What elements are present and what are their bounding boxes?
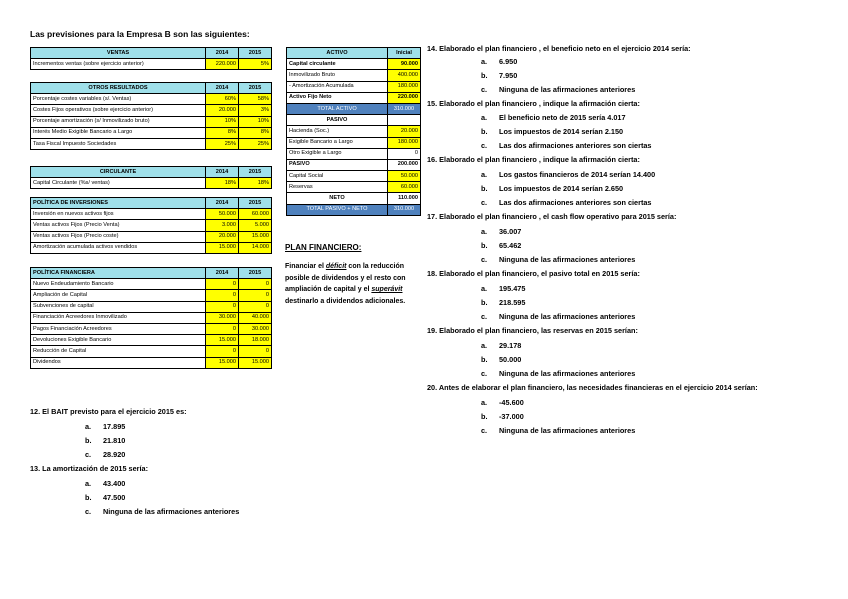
table-row: Porcentaje costes variables (s/. Ventas) 60% 58% [31, 94, 272, 105]
financiera-table: POLÍTICA FINANCIERA 2014 2015 Nuevo Endeudamiento Bancario 0 0 Ampliación de Capital 0 0 Subvenciones de capital 0 0 Financiación Acreedores Inmovilizado 30.000 40.000 Pagos Financiación Acreedores 0 30.000 Devoluciones Exigible Bancario 15.000 18.000 Reducción de Capital 0 0 Dividendos 15.000 15.000 [30, 267, 272, 369]
table-row: Nuevo Endeudamiento Bancario 0 0 [31, 279, 272, 290]
option: a. Los gastos financieros de 2014 serían 14.400 [481, 170, 656, 179]
option: b. 50.000 [481, 355, 522, 364]
total-activo-row: TOTAL ACTIVO 310.000 [287, 103, 421, 114]
question-17: 17. Elaborado el plan financiero , el cash flow operativo para 2015 sería: [427, 212, 677, 221]
option: c. 28.920 [85, 450, 126, 459]
table-row: Amortización acumulada activos vendidos 15.000 14.000 [31, 242, 272, 253]
option: c. Ninguna de las afirmaciones anteriores [481, 369, 636, 378]
table-row: Capital circulante 90.000 [287, 59, 421, 70]
option: a. 6.950 [481, 57, 518, 66]
inversiones-header: POLÍTICA DE INVERSIONES [31, 198, 206, 209]
table-row: Activo Fijo Neto 220.000 [287, 92, 421, 103]
ventas-table [30, 47, 272, 70]
table-row: Tasa Fiscal Impuesto Sociedades 25% 25% [31, 138, 272, 149]
circulante-table: CIRCULANTE 2014 2015 Capital Circulante (%s/ ventas) 18% 18% [30, 166, 272, 189]
table-row: Devoluciones Exigible Bancario 15.000 18.000 [31, 335, 272, 346]
circulante-header: CIRCULANTE [31, 167, 206, 178]
option: c. Ninguna de las afirmaciones anteriores [481, 85, 636, 94]
otros-table: OTROS RESULTADOS 2014 2015 Porcentaje costes variables (s/. Ventas) 60% 58% Costes Fijos operativos (sobre ejercicio anterior) 20.000 3% Porcentaje amortización (s/ Inmovilizado bruto) 10% 10% Interés Medio Exigible Bancario a Largo 8% 8% Tasa Fiscal Impuesto Sociedades 25% 25% [30, 82, 272, 150]
option: c. Ninguna de las afirmaciones anteriores [481, 426, 636, 435]
ventas-header-2015: 2015 [239, 48, 272, 59]
question-16: 16. Elaborado el plan financiero , indique la afirmación cierta: [427, 155, 640, 164]
option: c. Ninguna de las afirmaciones anteriores [481, 312, 636, 321]
option: c. Ninguna de las afirmaciones anteriores [481, 255, 636, 264]
table-row: Capital Circulante (%s/ ventas) 18% 18% [31, 178, 272, 189]
table-row: Interés Medio Exigible Bancario a Largo 8% 8% [31, 127, 272, 138]
table-row: Costes Fijos operativos (sobre ejercicio anterior) 20.000 3% [31, 105, 272, 116]
table-row: Pagos Financiación Acreedores 0 30.000 [31, 323, 272, 334]
table-row: Porcentaje amortización (s/ Inmovilizado bruto) 10% 10% [31, 116, 272, 127]
table-row: Hacienda (Soc.) 20.000 [287, 126, 421, 137]
option: a. 36.007 [481, 227, 522, 236]
ventas-header: VENTAS [31, 48, 206, 59]
question-18: 18. Elaborado el plan financiero, el pasivo total en 2015 sería: [427, 269, 640, 278]
option: b. Los impuestos de 2014 serían 2.150 [481, 127, 624, 136]
option: c. Ninguna de las afirmaciones anteriores [85, 507, 240, 516]
question-15: 15. Elaborado el plan financiero , indique la afirmación cierta: [427, 99, 640, 108]
option: a. 17.895 [85, 422, 126, 431]
intro-text: Las previsiones para la Empresa B son las siguientes: [30, 29, 250, 39]
plan-title: PLAN FINANCIERO: [285, 243, 362, 252]
option: b. Los impuestos de 2014 serían 2.650 [481, 184, 624, 193]
option: b. 218.595 [481, 298, 526, 307]
balance-table [286, 47, 421, 216]
table-row: Dividendos 15.000 15.000 [31, 357, 272, 368]
financiera-header: POLÍTICA FINANCIERA [31, 268, 206, 279]
option: a. 29.178 [481, 341, 522, 350]
table-row: Subvenciones de capital 0 0 [31, 301, 272, 312]
option: b. 47.500 [85, 493, 126, 502]
table-row: Exigible Bancario a Largo 180.000 [287, 137, 421, 148]
question-14: 14. Elaborado el plan financiero , el beneficio neto en el ejercicio 2014 sería: [427, 44, 691, 53]
table-row: Reducción de Capital 0 0 [31, 346, 272, 357]
question-13: 13. La amortización de 2015 sería: [30, 464, 149, 473]
table-row: Ventas activos Fijos (Precio coste) 20.000 15.000 [31, 231, 272, 242]
option: a. 43.400 [85, 479, 126, 488]
table-row: PASIVO 200.000 [287, 159, 421, 170]
option: a. El beneficio neto de 2015 sería 4.017 [481, 113, 626, 122]
table-row: - Amortización Acumulada 180.000 [287, 81, 421, 92]
option: b. -37.000 [481, 412, 524, 421]
question-12: 12. El BAIT previsto para el ejercicio 2015 es: [30, 407, 187, 416]
inversiones-table: POLÍTICA DE INVERSIONES 2014 2015 Inversión en nuevos activos fijos 50.000 60.000 Ventas activos Fijos (Precio Venta) 3.000 5.000 Ventas activos Fijos (Precio coste) 20.000 15.000 Amortización acumulada activos vendidos 15.000 14.000 [30, 197, 272, 254]
option: b. 7.950 [481, 71, 518, 80]
table-row: Ventas activos Fijos (Precio Venta) 3.000 5.000 [31, 220, 272, 231]
option: b. 21.810 [85, 436, 126, 445]
neto-row: NETO 110.000 [287, 193, 421, 204]
option: b. 65.462 [481, 241, 522, 250]
table-row: Incrementos ventas (sobre ejercicio anterior) 220.000 5% [31, 59, 272, 70]
table-row: Inversión en nuevos activos fijos 50.000 60.000 [31, 209, 272, 220]
question-19: 19. Elaborado el plan financiero, las reservas en 2015 serían: [427, 326, 638, 335]
table-row: Otro Exigible a Largo 0 [287, 148, 421, 159]
activo-header: ACTIVO [287, 48, 388, 59]
option: a. 195.475 [481, 284, 526, 293]
inicial-header: Inicial [388, 48, 421, 59]
otros-header: OTROS RESULTADOS [31, 83, 206, 94]
option: c. Las dos afirmaciones anteriores son ciertas [481, 141, 652, 150]
option: a. -45.600 [481, 398, 524, 407]
total-pasivo-row: TOTAL PASIVO + NETO 310.000 [287, 204, 421, 215]
table-row: Ampliación de Capital 0 0 [31, 290, 272, 301]
table-row: Inmovilizado Bruto 400.000 [287, 70, 421, 81]
plan-text: Financiar el déficit con la reducción posible de dividendos y el resto con ampliación de capital y el superávit destinarlo a dividendos adicionales. [285, 263, 406, 305]
pasivo-header-row: PASIVO [287, 115, 421, 126]
question-20: 20. Antes de elaborar el plan financiero, las necesidades financieras en el ejercicio 2014 serían: [427, 383, 758, 392]
table-row: Capital Social 50.000 [287, 171, 421, 182]
option: c. Las dos afirmaciones anteriores son ciertas [481, 198, 652, 207]
table-row: Reservas 60.000 [287, 182, 421, 193]
ventas-header-2014: 2014 [206, 48, 239, 59]
table-row: Financiación Acreedores Inmovilizado 30.000 40.000 [31, 312, 272, 323]
